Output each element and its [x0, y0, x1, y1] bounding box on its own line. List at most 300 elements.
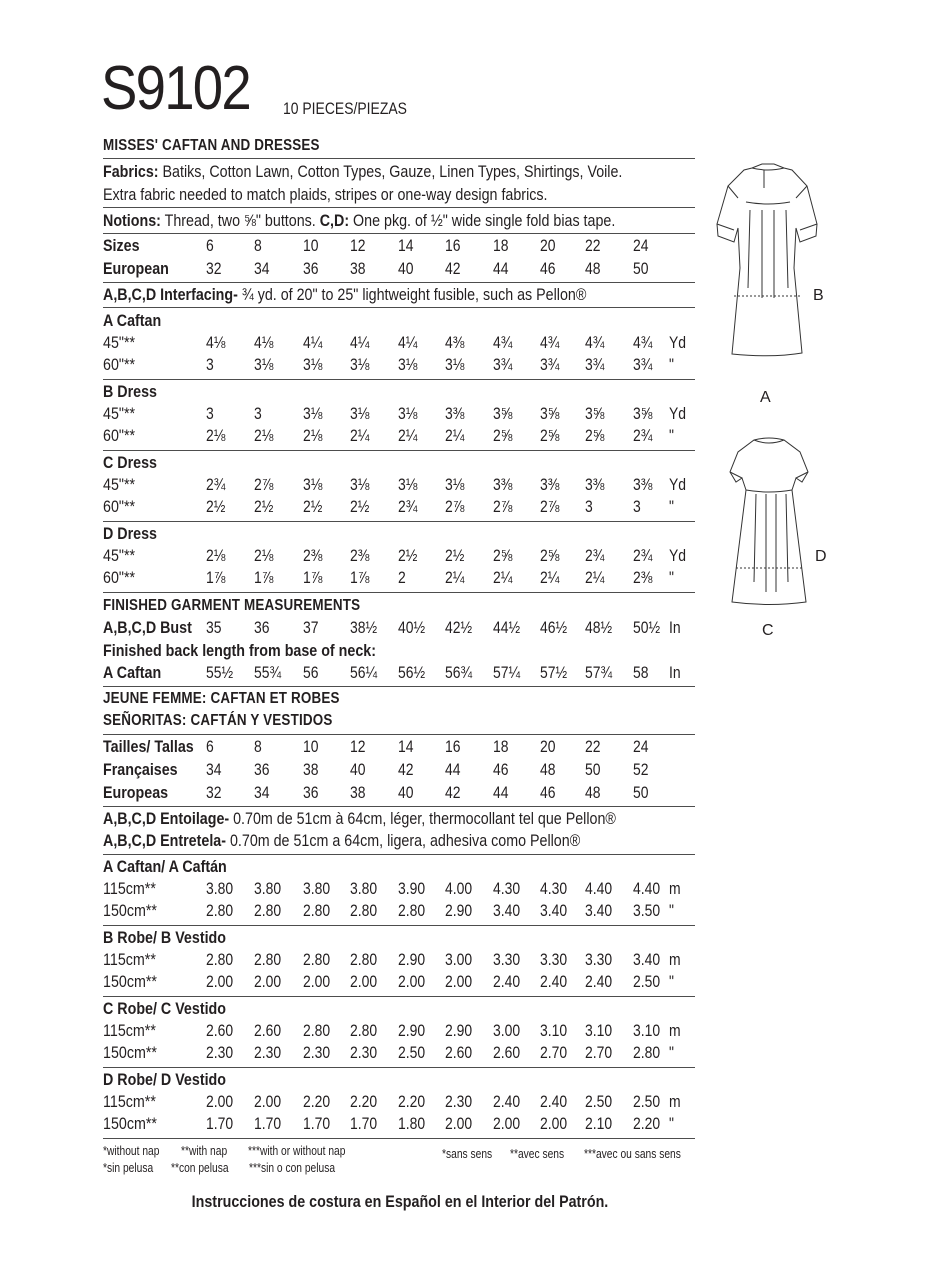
- table-cell: 4.40: [585, 879, 613, 898]
- table-row: [103, 497, 703, 519]
- table-cell: 2.90: [398, 1021, 426, 1040]
- table-cell: 3.80: [206, 879, 234, 898]
- table-cell: 38: [350, 259, 366, 278]
- fabrics-line-1: [103, 162, 622, 182]
- row-label: 45"**: [103, 333, 136, 352]
- bust-label: A,B,C,D Bust: [103, 618, 192, 637]
- table-cell: 1.80: [398, 1114, 426, 1133]
- footnote-es-1: *sin pelusa: [103, 1161, 154, 1175]
- table-cell: 3⅜: [585, 475, 605, 494]
- divider: [103, 996, 695, 997]
- table-cell: 3: [254, 404, 262, 423]
- table-cell: 40: [398, 783, 414, 802]
- notions-cd-text: One pkg. of ½" wide single fold bias tape.: [349, 211, 616, 230]
- divider: [103, 282, 695, 283]
- fabrics-label: Fabrics:: [103, 162, 159, 181]
- divider: [103, 1067, 695, 1068]
- table-cell: 3⅜: [445, 404, 465, 423]
- table-cell: 38: [303, 760, 319, 779]
- table-cell: 1⅞: [350, 568, 370, 587]
- table-cell: 2.80: [303, 901, 331, 920]
- row-label: 60"**: [103, 355, 136, 374]
- table-cell: 4¼: [350, 333, 370, 352]
- fabrics-line-2: Extra fabric needed to match plaids, stripes or one-way design fabrics.: [103, 185, 548, 204]
- back-length-title: Finished back length from base of neck:: [103, 641, 376, 660]
- table-cell: 3.50: [633, 901, 661, 920]
- divider: [103, 686, 695, 687]
- table-cell: 3¾: [633, 355, 653, 374]
- view-title: A Caftan/ A Caftán: [103, 857, 227, 876]
- table-cell: 2.40: [540, 972, 568, 991]
- table-cell: 2.00: [254, 1092, 282, 1111]
- francaises-row: [103, 760, 703, 782]
- table-cell: 2.20: [350, 1092, 378, 1111]
- table-cell: 2⅞: [254, 475, 274, 494]
- footer-note-text: Instrucciones de costura en Español en el Interior del Patrón.: [191, 1192, 609, 1211]
- table-cell: 3: [633, 497, 641, 516]
- unit: Yd: [669, 404, 687, 423]
- table-cell: 2.20: [303, 1092, 331, 1111]
- table-cell: 14: [398, 236, 414, 255]
- table-cell: 48: [585, 783, 601, 802]
- table-cell: 3.80: [254, 879, 282, 898]
- table-cell: 3⅛: [350, 475, 370, 494]
- view-title: B Robe/ B Vestido: [103, 928, 226, 947]
- table-cell: 4¾: [493, 333, 513, 352]
- table-row: [103, 546, 703, 568]
- table-cell: 2⅜: [350, 546, 370, 565]
- european-row: [103, 259, 703, 281]
- table-cell: 2.70: [585, 1043, 613, 1062]
- table-cell: 2¾: [398, 497, 418, 516]
- table-cell: 3⅛: [254, 355, 274, 374]
- table-cell: 3.30: [540, 950, 568, 969]
- table-cell: 42: [445, 783, 461, 802]
- table-cell: 2.00: [350, 972, 378, 991]
- table-cell: 2.80: [254, 901, 282, 920]
- unit: m: [669, 879, 681, 898]
- table-cell: 3.40: [540, 901, 568, 920]
- table-cell: 46: [540, 783, 556, 802]
- footnote-fr-2: **avec sens: [510, 1147, 565, 1161]
- table-cell: 1⅞: [206, 568, 226, 587]
- table-row: [103, 1114, 703, 1136]
- table-cell: 56¼: [350, 663, 378, 682]
- view-title: C Robe/ C Vestido: [103, 999, 226, 1018]
- table-cell: 3: [206, 404, 214, 423]
- view-title: A Caftan: [103, 311, 162, 330]
- row-label: 60"**: [103, 568, 136, 587]
- table-cell: 3⅝: [540, 404, 560, 423]
- francaises-label: Françaises: [103, 760, 178, 779]
- entretela-text: 0.70m de 51cm a 64cm, ligera, adhesiva como Pellon®: [225, 831, 581, 850]
- table-cell: 2.60: [206, 1021, 234, 1040]
- table-cell: 6: [206, 236, 214, 255]
- row-label: 115cm**: [103, 1021, 156, 1040]
- table-cell: 2.80: [303, 1021, 331, 1040]
- divider: [103, 806, 695, 807]
- table-cell: 2¾: [206, 475, 226, 494]
- table-row: [103, 568, 703, 590]
- divider: [103, 521, 695, 522]
- table-cell: 4.40: [633, 879, 661, 898]
- entoilage-line: [103, 809, 616, 829]
- footer-note: [0, 1192, 800, 1212]
- table-cell: 40: [398, 259, 414, 278]
- table-cell: 4¼: [303, 333, 323, 352]
- table-cell: 2.30: [303, 1043, 331, 1062]
- table-cell: 18: [493, 236, 509, 255]
- unit: Yd: [669, 475, 687, 494]
- table-cell: 2½: [445, 546, 465, 565]
- caftan-sketch-icon: [712, 158, 822, 378]
- unit: m: [669, 1092, 681, 1111]
- row-label: 115cm**: [103, 879, 156, 898]
- unit: ": [669, 568, 674, 587]
- divider: [103, 925, 695, 926]
- table-cell: 42½: [445, 618, 473, 637]
- row-label: 150cm**: [103, 972, 157, 991]
- table-cell: 2.00: [206, 972, 234, 991]
- table-cell: 2⅝: [493, 426, 513, 445]
- table-cell: 3¾: [493, 355, 513, 374]
- table-row: [103, 1043, 703, 1065]
- table-cell: 2.40: [585, 972, 613, 991]
- table-cell: 44: [493, 783, 509, 802]
- row-label: 115cm**: [103, 950, 156, 969]
- table-cell: 3.40: [585, 901, 613, 920]
- table-cell: 2.00: [254, 972, 282, 991]
- table-cell: 2.20: [398, 1092, 426, 1111]
- table-cell: 56½: [398, 663, 426, 682]
- table-cell: 2.50: [585, 1092, 613, 1111]
- table-cell: 3⅜: [633, 475, 653, 494]
- european-label: European: [103, 259, 169, 278]
- table-cell: 2¼: [540, 568, 560, 587]
- table-cell: 2.00: [493, 1114, 521, 1133]
- caftan-length-row: [103, 663, 703, 685]
- table-cell: 24: [633, 737, 649, 756]
- notions-text: Thread, two ⅝" buttons.: [160, 211, 320, 230]
- table-cell: 2½: [206, 497, 226, 516]
- unit: ": [669, 1114, 674, 1133]
- table-cell: 2¼: [585, 568, 605, 587]
- table-cell: 2⅛: [254, 426, 274, 445]
- table-cell: 2⅝: [493, 546, 513, 565]
- table-cell: 3¾: [540, 355, 560, 374]
- row-label: 60"**: [103, 426, 136, 445]
- table-row: [103, 879, 703, 901]
- bust-row: [103, 618, 703, 640]
- table-cell: 16: [445, 236, 461, 255]
- table-cell: 3⅛: [398, 475, 418, 494]
- table-row: [103, 1021, 703, 1043]
- divider: [103, 307, 695, 308]
- table-cell: 2.10: [585, 1114, 613, 1133]
- divider: [103, 379, 695, 380]
- table-cell: 2.60: [445, 1043, 473, 1062]
- table-cell: 2¼: [445, 426, 465, 445]
- footnote-fr-1: *sans sens: [442, 1147, 493, 1161]
- table-cell: 4¼: [398, 333, 418, 352]
- table-cell: 3⅛: [445, 475, 465, 494]
- table-cell: 50½: [633, 618, 661, 637]
- interfacing-label: A,B,C,D Interfacing-: [103, 285, 238, 304]
- table-cell: 1.70: [254, 1114, 282, 1133]
- caftan-length-unit: In: [669, 663, 681, 682]
- table-cell: 2.00: [303, 972, 331, 991]
- table-cell: 2.80: [350, 1021, 378, 1040]
- table-cell: 42: [398, 760, 414, 779]
- table-cell: 2¼: [350, 426, 370, 445]
- table-cell: 2⅞: [493, 497, 513, 516]
- unit: m: [669, 1021, 681, 1040]
- view-label-d: D: [815, 548, 827, 565]
- table-cell: 2¾: [633, 546, 653, 565]
- table-cell: 34: [254, 259, 270, 278]
- table-cell: 4¾: [540, 333, 560, 352]
- table-cell: 2⅞: [445, 497, 465, 516]
- view-title: B Dress: [103, 382, 157, 401]
- table-row: [103, 355, 703, 377]
- view-title: C Dress: [103, 453, 157, 472]
- table-cell: 40½: [398, 618, 426, 637]
- table-row: [103, 1092, 703, 1114]
- table-cell: 10: [303, 236, 319, 255]
- table-cell: 50: [585, 760, 601, 779]
- table-cell: 44½: [493, 618, 521, 637]
- unit: ": [669, 901, 674, 920]
- footnote-es-3: ***sin o con pelusa: [249, 1161, 336, 1175]
- table-cell: 32: [206, 783, 222, 802]
- table-cell: 3: [206, 355, 214, 374]
- table-cell: 40: [350, 760, 366, 779]
- unit: ": [669, 1043, 674, 1062]
- entoilage-text: 0.70m de 51cm à 64cm, léger, thermocollant tel que Pellon®: [229, 809, 616, 828]
- europeas-row: [103, 783, 703, 805]
- table-cell: 2.00: [206, 1092, 234, 1111]
- table-cell: 57½: [540, 663, 568, 682]
- table-cell: 1.70: [206, 1114, 234, 1133]
- bust-unit: In: [669, 618, 681, 637]
- table-cell: 4.30: [493, 879, 521, 898]
- table-cell: 52: [633, 760, 649, 779]
- table-row: [103, 333, 703, 355]
- unit: m: [669, 950, 681, 969]
- divider: [103, 207, 695, 208]
- table-cell: 2⅝: [540, 546, 560, 565]
- pieces-count: 10 PIECES/PIEZAS: [283, 99, 407, 118]
- divider: [103, 592, 695, 593]
- table-cell: 4.30: [540, 879, 568, 898]
- table-cell: 2.60: [254, 1021, 282, 1040]
- table-cell: 12: [350, 236, 366, 255]
- table-cell: 2.90: [445, 901, 473, 920]
- row-label: 60"**: [103, 497, 136, 516]
- table-cell: 55½: [206, 663, 234, 682]
- table-cell: 44: [445, 760, 461, 779]
- row-label: 150cm**: [103, 1043, 157, 1062]
- table-cell: 3¾: [585, 355, 605, 374]
- table-cell: 2⅜: [633, 568, 653, 587]
- unit: ": [669, 497, 674, 516]
- divider: [103, 233, 695, 234]
- row-label: 45"**: [103, 404, 136, 423]
- table-cell: 2.80: [350, 950, 378, 969]
- table-row: [103, 475, 703, 497]
- table-cell: 2.00: [398, 972, 426, 991]
- footnote-es-2: **con pelusa: [171, 1161, 229, 1175]
- row-label: 150cm**: [103, 901, 157, 920]
- table-cell: 4⅛: [206, 333, 226, 352]
- table-cell: 2⅜: [303, 546, 323, 565]
- table-cell: 2.80: [303, 950, 331, 969]
- divider: [103, 450, 695, 451]
- table-cell: 2.80: [254, 950, 282, 969]
- table-cell: 50: [633, 783, 649, 802]
- table-cell: 56: [303, 663, 319, 682]
- footnote-en-3: ***with or without nap: [248, 1144, 346, 1158]
- unit: ": [669, 355, 674, 374]
- table-cell: 38: [350, 783, 366, 802]
- table-cell: 3.30: [585, 950, 613, 969]
- sizes-label: Sizes: [103, 236, 140, 255]
- table-cell: 4.00: [445, 879, 473, 898]
- table-cell: 2.30: [254, 1043, 282, 1062]
- table-cell: 2.80: [206, 950, 234, 969]
- table-cell: 8: [254, 236, 262, 255]
- table-cell: 3: [585, 497, 593, 516]
- table-cell: 2.80: [633, 1043, 661, 1062]
- view-title: D Dress: [103, 524, 157, 543]
- table-cell: 48½: [585, 618, 613, 637]
- table-cell: 10: [303, 737, 319, 756]
- row-label: 115cm**: [103, 1092, 156, 1111]
- table-cell: 3⅝: [633, 404, 653, 423]
- table-cell: 3⅛: [303, 475, 323, 494]
- fabrics-text: Batiks, Cotton Lawn, Cotton Types, Gauze, Linen Types, Shirtings, Voile.: [158, 162, 623, 181]
- table-cell: 3.40: [493, 901, 521, 920]
- title-es: SEÑORITAS: CAFTÁN Y VESTIDOS: [103, 712, 333, 729]
- row-label: 45"**: [103, 546, 136, 565]
- table-cell: 35: [206, 618, 222, 637]
- table-row: [103, 901, 703, 923]
- table-cell: 3.10: [585, 1021, 613, 1040]
- title-fr: JEUNE FEMME: CAFTAN ET ROBES: [103, 690, 340, 707]
- table-cell: 58: [633, 663, 649, 682]
- europeas-label: Europeas: [103, 783, 169, 802]
- table-cell: 14: [398, 737, 414, 756]
- table-cell: 3⅛: [398, 355, 418, 374]
- table-cell: 2.30: [350, 1043, 378, 1062]
- table-cell: 2.90: [445, 1021, 473, 1040]
- table-cell: 12: [350, 737, 366, 756]
- table-cell: 3⅜: [493, 475, 513, 494]
- sizes-row: [103, 236, 703, 258]
- view-label-c: C: [762, 622, 774, 639]
- table-cell: 36: [303, 783, 319, 802]
- table-cell: 46: [493, 760, 509, 779]
- table-cell: 20: [540, 737, 556, 756]
- table-cell: 44: [493, 259, 509, 278]
- footnote-fr-3: ***avec ou sans sens: [584, 1147, 681, 1161]
- footnote-en-2: **with nap: [181, 1144, 228, 1158]
- table-cell: 2.50: [398, 1043, 426, 1062]
- table-cell: 1.70: [350, 1114, 378, 1133]
- table-row: [103, 404, 703, 426]
- table-cell: 2.00: [540, 1114, 568, 1133]
- table-cell: 36: [303, 259, 319, 278]
- table-cell: 46: [540, 259, 556, 278]
- table-cell: 2.70: [540, 1043, 568, 1062]
- table-cell: 2½: [350, 497, 370, 516]
- table-cell: 3.30: [493, 950, 521, 969]
- table-cell: 2.80: [206, 901, 234, 920]
- table-cell: 2⅝: [540, 426, 560, 445]
- pattern-title: MISSES' CAFTAN AND DRESSES: [103, 137, 320, 154]
- table-cell: 36: [254, 618, 270, 637]
- notions-cd-label: C,D:: [319, 211, 350, 230]
- table-cell: 2.50: [633, 1092, 661, 1111]
- table-cell: 2.30: [206, 1043, 234, 1062]
- table-cell: 4¾: [633, 333, 653, 352]
- table-cell: 3.90: [398, 879, 426, 898]
- table-cell: 2½: [254, 497, 274, 516]
- table-cell: 1⅞: [303, 568, 323, 587]
- table-cell: 36: [254, 760, 270, 779]
- unit: Yd: [669, 333, 687, 352]
- table-cell: 3⅛: [445, 355, 465, 374]
- table-cell: 42: [445, 259, 461, 278]
- table-cell: 2.90: [398, 950, 426, 969]
- table-cell: 3.00: [493, 1021, 521, 1040]
- table-cell: 2⅛: [206, 546, 226, 565]
- entoilage-label: A,B,C,D Entoilage-: [103, 809, 230, 828]
- table-cell: 3⅜: [540, 475, 560, 494]
- table-cell: 57¼: [493, 663, 521, 682]
- table-cell: 2¾: [585, 546, 605, 565]
- table-row: [103, 950, 703, 972]
- table-cell: 2¼: [398, 426, 418, 445]
- table-cell: 2⅝: [585, 426, 605, 445]
- row-label: 150cm**: [103, 1114, 157, 1133]
- table-cell: 3.10: [540, 1021, 568, 1040]
- view-label-b: B: [813, 287, 824, 304]
- table-cell: 2: [398, 568, 406, 587]
- interfacing-line: [103, 285, 586, 305]
- notions-line: [103, 211, 615, 231]
- interfacing-text: ¾ yd. of 20" to 25" lightweight fusible, such as Pellon®: [237, 285, 587, 304]
- table-cell: 2⅛: [206, 426, 226, 445]
- table-cell: 3.10: [633, 1021, 661, 1040]
- table-cell: 38½: [350, 618, 378, 637]
- finished-title: FINISHED GARMENT MEASUREMENTS: [103, 597, 361, 614]
- table-cell: 57¾: [585, 663, 613, 682]
- table-cell: 18: [493, 737, 509, 756]
- table-cell: 2.40: [493, 1092, 521, 1111]
- table-cell: 1.70: [303, 1114, 331, 1133]
- table-cell: 2¼: [493, 568, 513, 587]
- table-cell: 3⅝: [493, 404, 513, 423]
- table-row: [103, 972, 703, 994]
- table-cell: 2½: [398, 546, 418, 565]
- table-cell: 2.40: [540, 1092, 568, 1111]
- table-cell: 2¼: [445, 568, 465, 587]
- table-cell: 4¾: [585, 333, 605, 352]
- table-cell: 37: [303, 618, 319, 637]
- table-cell: 2.20: [633, 1114, 661, 1133]
- table-cell: 2.80: [398, 901, 426, 920]
